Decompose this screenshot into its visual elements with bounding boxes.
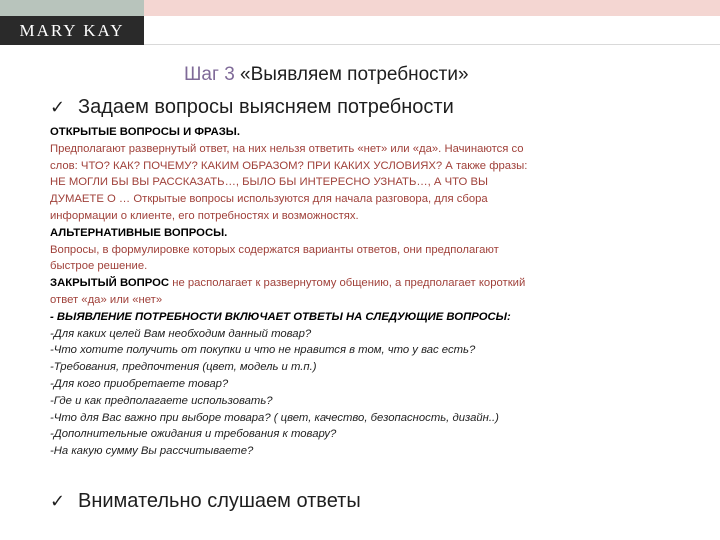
slide-title: [184, 64, 469, 86]
question-item: -Требования, предпочтения (цвет, модель и т.п.): [50, 361, 317, 374]
header-divider: [144, 44, 720, 45]
slide-body: [50, 124, 690, 460]
question-item: -Что для Вас важно при выборе товара? ( цвет, качество, безопасность, дизайн..): [50, 411, 499, 424]
closed-question-line: ответ «да» или «нет»: [50, 293, 163, 306]
open-questions-line: ДУМАЕТЕ О … Открытые вопросы используются для начала разговора, для сбора: [50, 193, 488, 206]
bullet-text: Внимательно слушаем ответы: [78, 490, 361, 512]
closed-question-text: не располагает к развернутому общению, а предполагает короткий: [169, 277, 526, 290]
bullet-ask-questions: [50, 96, 454, 119]
closed-question-line: [50, 275, 690, 292]
bullet-text: Задаем вопросы выясняем потребности: [78, 96, 454, 118]
open-questions-line: Предполагают развернутый ответ, на них нельзя ответить «нет» или «да». Начинаются со: [50, 142, 524, 155]
bullet-listen-answers: [50, 490, 361, 513]
top-banner-accent: [144, 0, 720, 16]
open-questions-line: информации о клиенте, его потребностях и возможностях.: [50, 209, 359, 222]
open-questions-line: слов: ЧТО? КАК? ПОЧЕМУ? КАКИМ ОБРАЗОМ? ПРИ КАКИХ УСЛОВИЯХ? А также фразы:: [50, 159, 528, 172]
needs-heading: - ВЫЯВЛЕНИЕ ПОТРЕБНОСТИ ВКЛЮЧАЕТ ОТВЕТЫ НА СЛЕДУЮЩИЕ ВОПРОСЫ:: [50, 310, 511, 323]
alternative-questions-line: быстрое решение.: [50, 260, 148, 273]
alternative-questions-line: Вопросы, в формулировке которых содержатся варианты ответов, они предполагают: [50, 243, 499, 256]
checkmark-icon: ✓: [50, 491, 66, 512]
open-questions-line: НЕ МОГЛИ БЫ ВЫ РАССКАЗАТЬ…, БЫЛО БЫ ИНТЕРЕСНО УЗНАТЬ…, А ЧТО ВЫ: [50, 176, 488, 189]
question-item: -Для каких целей Вам необходим данный товар?: [50, 327, 312, 340]
title-step: Шаг 3: [184, 64, 235, 85]
open-questions-heading: ОТКРЫТЫЕ ВОПРОСЫ И ФРАЗЫ.: [50, 126, 241, 138]
question-item: -Что хотите получить от покупки и что не нравится в том, что у вас есть?: [50, 344, 476, 357]
question-item: -Дополнительные ожидания и требования к товару?: [50, 428, 337, 441]
alternative-questions-heading: АЛЬТЕРНАТИВНЫЕ ВОПРОСЫ.: [50, 226, 228, 239]
title-text: «Выявляем потребности»: [240, 64, 469, 85]
question-item: -Где и как предполагаете использовать?: [50, 394, 273, 407]
closed-question-heading: ЗАКРЫТЫЙ ВОПРОС: [50, 277, 170, 290]
question-item: -На какую сумму Вы рассчитываете?: [50, 445, 254, 458]
checkmark-icon: ✓: [50, 97, 66, 118]
question-item: -Для кого приобретаете товар?: [50, 377, 229, 390]
brand-logo: MARY KAY: [0, 16, 144, 45]
